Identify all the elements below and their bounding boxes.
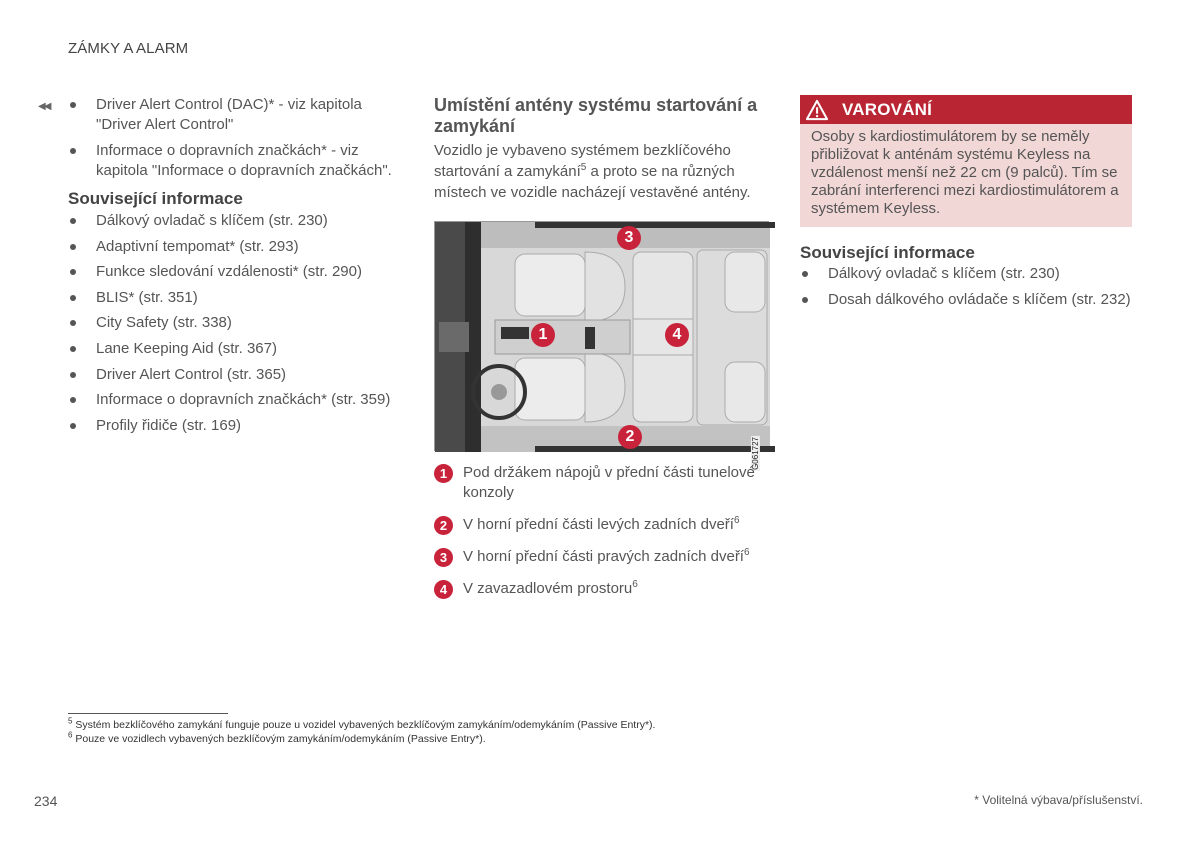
- warning-box: [800, 95, 1132, 227]
- footnote-ref[interactable]: 6: [743, 547, 750, 558]
- antenna-marker-1: 1: [531, 323, 555, 347]
- body-text: a proto se na různých místech ve vozidle nacházejí vestavěné antény.: [434, 163, 751, 201]
- antenna-locations-list: [434, 463, 769, 599]
- left-column: [38, 95, 408, 441]
- related-link[interactable]: Funkce sledování vzdálenosti* (str. 290): [68, 262, 408, 282]
- warning-triangle-icon: [806, 99, 828, 121]
- related-link[interactable]: Dálkový ovladač s klíčem (str. 230): [800, 264, 1132, 284]
- footnotes: [68, 718, 655, 746]
- footnote-number: 6: [68, 730, 73, 740]
- location-text: Pod držákem nápojů v přední části tunelové konzoly: [463, 464, 755, 501]
- warning-label: VAROVÁNÍ: [842, 99, 933, 119]
- list-item: Driver Alert Control (DAC)* - viz kapitola "Driver Alert Control": [68, 95, 408, 135]
- related-link[interactable]: Adaptivní tempomat* (str. 293): [68, 237, 408, 257]
- footnote-ref[interactable]: 6: [632, 579, 638, 590]
- location-item: [434, 579, 769, 599]
- middle-column: [434, 95, 769, 611]
- footnote-text: Systém bezklíčového zamykání funguje pouze u vozidel vybavených bezklíčovým zamykáním/odemykáním (Passive Entry*).: [75, 719, 656, 731]
- car-interior-figure: [434, 221, 769, 470]
- related-list: [68, 211, 408, 436]
- intro-list: [68, 95, 408, 181]
- antenna-marker-3: 3: [617, 226, 641, 250]
- antenna-marker-2: 2: [618, 425, 642, 449]
- number-badge: 4: [434, 580, 453, 599]
- number-badge: 3: [434, 548, 453, 567]
- antenna-marker-4: 4: [665, 323, 689, 347]
- car-topview-illustration: [435, 222, 770, 452]
- related-link[interactable]: City Safety (str. 338): [68, 313, 408, 333]
- footnote-number: 5: [68, 716, 73, 726]
- related-link[interactable]: Lane Keeping Aid (str. 367): [68, 339, 408, 359]
- chapter-title: ZÁMKY A ALARM: [68, 40, 189, 57]
- location-item: [434, 547, 769, 567]
- related-link[interactable]: Profily řidiče (str. 169): [68, 416, 408, 436]
- footnote-ref[interactable]: 5: [580, 162, 587, 173]
- footnote-6: [68, 732, 655, 746]
- related-link[interactable]: Informace o dopravních značkách* (str. 359): [68, 390, 408, 410]
- footnote-5: [68, 718, 655, 732]
- warning-header: [800, 95, 1132, 124]
- related-heading: Související informace: [800, 243, 975, 262]
- right-related-section: [800, 243, 1132, 310]
- related-link[interactable]: Driver Alert Control (str. 365): [68, 365, 408, 385]
- optional-equipment-note: * Volitelná výbava/příslušenství.: [974, 793, 1143, 807]
- number-badge: 2: [434, 516, 453, 535]
- related-heading: Související informace: [68, 189, 243, 208]
- location-text: V horní přední části pravých zadních dveří: [463, 548, 744, 565]
- related-link[interactable]: Dosah dálkového ovládače s klíčem (str. 232): [800, 290, 1132, 310]
- related-list: [800, 264, 1132, 310]
- warning-text: Osoby s kardiostimulátorem by se neměly přibližovat k anténám systému Keyless na vzdálenost menší než 22 cm (9 palců). Tím se zabrání interferenci mezi kardiostimulátorem a systémem Keyless.: [811, 128, 1119, 217]
- page-number: 234: [34, 793, 58, 809]
- figure-code: G061727: [751, 437, 760, 470]
- double-chevron-left-icon: ◀◀: [38, 101, 50, 112]
- footnote-divider: [68, 713, 228, 714]
- footnote-ref[interactable]: 6: [733, 515, 740, 526]
- number-badge: 1: [434, 464, 453, 483]
- list-item: Informace o dopravních značkách* - viz kapitola "Informace o dopravních značkách".: [68, 141, 408, 181]
- body-text: Vozidlo je vybaveno systémem bezklíčového startování a zamykání: [434, 142, 731, 180]
- location-text: V zavazadlovém prostoru: [463, 580, 633, 597]
- section-body: [434, 140, 769, 203]
- location-text: V horní přední části levých zadních dveří: [463, 516, 734, 533]
- location-item: [434, 463, 769, 503]
- footnote-text: Pouze ve vozidlech vybavených bezklíčovým zamykáním/odemykáním (Passive Entry*).: [75, 733, 486, 745]
- section-title: Umístění antény systému startování a zamykání: [434, 95, 758, 136]
- location-item: [434, 515, 769, 535]
- related-link[interactable]: Dálkový ovladač s klíčem (str. 230): [68, 211, 408, 231]
- right-column: [800, 95, 1132, 316]
- related-link[interactable]: BLIS* (str. 351): [68, 288, 408, 308]
